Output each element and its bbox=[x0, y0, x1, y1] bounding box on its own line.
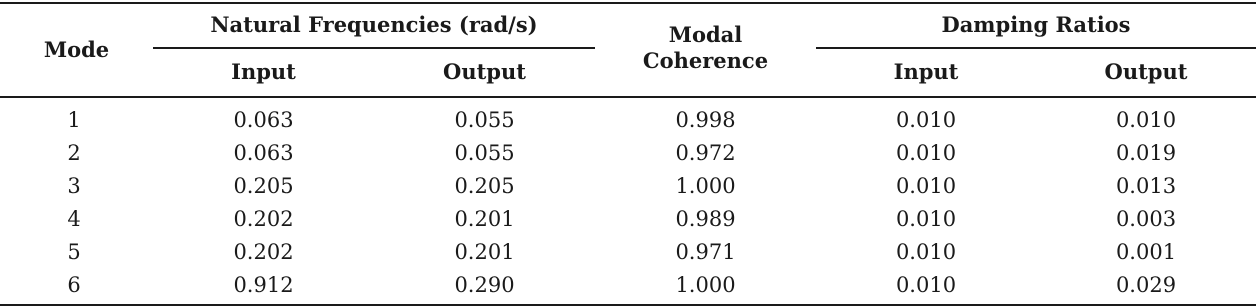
cell-coherence: 0.972 bbox=[675, 141, 736, 165]
cell-mode: 5 bbox=[67, 240, 81, 264]
cell-dr-input: 0.010 bbox=[895, 240, 957, 264]
cell-dr-input: 0.010 bbox=[895, 108, 957, 132]
cell-nf-output: 0.290 bbox=[454, 273, 515, 297]
header-dr-output: Output bbox=[1104, 59, 1188, 84]
table-body bbox=[0, 104, 1256, 302]
header-nf-output: Output bbox=[443, 59, 526, 84]
cell-coherence: 1.000 bbox=[675, 174, 736, 198]
cell-dr-output: 0.001 bbox=[1115, 240, 1177, 264]
cell-coherence: 0.989 bbox=[675, 207, 736, 231]
header-dr-input: Input bbox=[893, 59, 959, 84]
cell-nf-output: 0.055 bbox=[454, 141, 515, 165]
cell-dr-output: 0.010 bbox=[1115, 108, 1177, 132]
cell-dr-output: 0.003 bbox=[1115, 207, 1177, 231]
header-modal-coherence-line1: Modal bbox=[668, 22, 743, 47]
header-damping-ratios: Damping Ratios bbox=[941, 12, 1131, 37]
header-mode: Mode bbox=[43, 37, 110, 62]
table-row bbox=[0, 203, 1256, 236]
cell-dr-input: 0.010 bbox=[895, 273, 957, 297]
table-row bbox=[0, 236, 1256, 269]
cell-coherence: 0.998 bbox=[675, 108, 736, 132]
table-row bbox=[0, 170, 1256, 203]
cell-mode: 6 bbox=[67, 273, 81, 297]
cell-dr-input: 0.010 bbox=[895, 174, 957, 198]
cell-nf-input: 0.202 bbox=[233, 207, 294, 231]
header-modal-coherence-line2: Coherence bbox=[642, 48, 769, 73]
cell-nf-input: 0.063 bbox=[233, 108, 294, 132]
cell-dr-input: 0.010 bbox=[895, 207, 957, 231]
table-row bbox=[0, 104, 1256, 137]
cell-nf-output: 0.201 bbox=[454, 240, 515, 264]
cell-dr-input: 0.010 bbox=[895, 141, 957, 165]
cell-nf-output: 0.055 bbox=[454, 108, 515, 132]
header-nf-input: Input bbox=[231, 59, 296, 84]
cell-nf-input: 0.912 bbox=[233, 273, 294, 297]
table-bottom-rule bbox=[0, 304, 1256, 306]
header-bottom-rule bbox=[0, 96, 1256, 98]
cell-nf-output: 0.201 bbox=[454, 207, 515, 231]
cell-nf-output: 0.205 bbox=[454, 174, 515, 198]
cell-dr-output: 0.019 bbox=[1115, 141, 1177, 165]
cell-nf-input: 0.063 bbox=[233, 141, 294, 165]
cell-mode: 4 bbox=[67, 207, 81, 231]
table-row bbox=[0, 137, 1256, 170]
cell-mode: 1 bbox=[67, 108, 81, 132]
header-modal-coherence bbox=[595, 22, 816, 74]
cell-coherence: 0.971 bbox=[675, 240, 736, 264]
table-row bbox=[0, 269, 1256, 302]
natural-frequencies-span-rule bbox=[153, 47, 595, 49]
header-natural-frequencies: Natural Frequencies (rad/s) bbox=[210, 12, 538, 37]
cell-nf-input: 0.202 bbox=[233, 240, 294, 264]
cell-mode: 3 bbox=[67, 174, 81, 198]
cell-mode: 2 bbox=[67, 141, 81, 165]
cell-dr-output: 0.013 bbox=[1115, 174, 1177, 198]
damping-ratios-span-rule bbox=[816, 47, 1256, 49]
cell-coherence: 1.000 bbox=[675, 273, 736, 297]
cell-dr-output: 0.029 bbox=[1115, 273, 1177, 297]
cell-nf-input: 0.205 bbox=[233, 174, 294, 198]
table-top-rule bbox=[0, 2, 1256, 4]
